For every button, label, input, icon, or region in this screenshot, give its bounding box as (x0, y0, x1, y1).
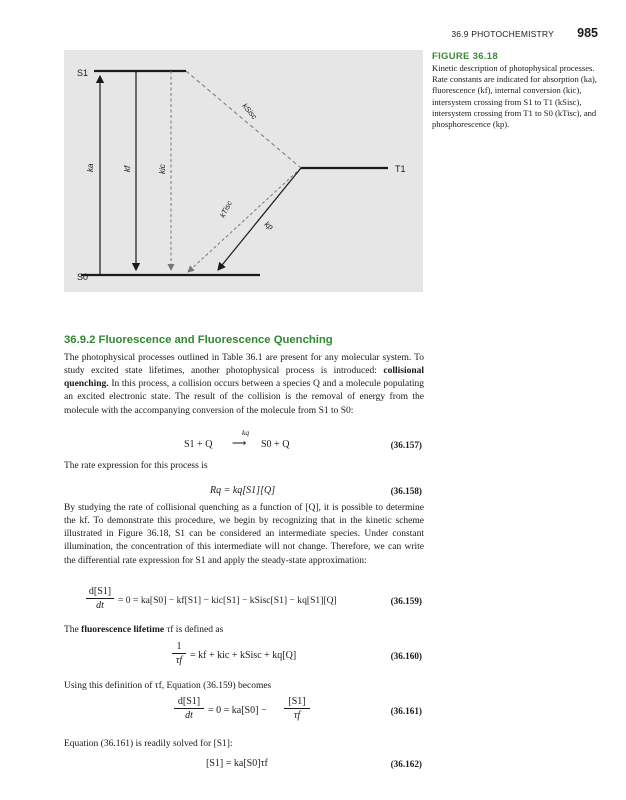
eq161-numerator-2: [S1] (288, 696, 306, 707)
paragraph-4-c: τf is defined as (166, 625, 224, 635)
caption-title: FIGURE 36.18 (432, 51, 498, 62)
label-t1: T1 (395, 164, 406, 174)
eq157-arrow: ⟶ (232, 438, 247, 449)
label-s1: S1 (77, 68, 89, 78)
eq161-fraction-left (174, 696, 204, 721)
eq157-rate: kq (242, 428, 250, 437)
eq159-rhs: = 0 = ka[S0] − kf[S1] − kic[S1] − kSisc[S1] − kq[S1][Q] (118, 595, 337, 606)
jablonski-diagram (64, 50, 423, 292)
label-ka: ka (86, 163, 95, 172)
eq157-number: (36.157) (390, 440, 422, 450)
label-kf: kf (123, 165, 132, 172)
eq161-number: (36.161) (390, 706, 422, 716)
paragraph-2: The rate expression for this process is (64, 461, 208, 471)
paragraph-1-a: The photophysical processes outlined in Table 36.1 are present for any molecular system. To study excited state lifetimes, another photophysical process is introduced: (64, 353, 424, 377)
eq158-number: (36.158) (390, 486, 422, 496)
eq159-fraction-bar (86, 598, 114, 599)
equation-36-157 (64, 428, 424, 462)
eq161-fraction-right (284, 696, 310, 721)
isc-s1-t1-line (186, 71, 301, 168)
eq157-rhs: S0 + Q (261, 439, 290, 450)
page-number: 985 (577, 26, 598, 40)
eq159-numerator: d[S1] (88, 586, 112, 597)
eq161-fraction-bar-right (284, 708, 310, 709)
eq161-denominator-2: τf (293, 710, 301, 721)
eq159-denominator: dt (96, 600, 104, 611)
label-s0: S0 (77, 272, 89, 282)
eq160-number: (36.160) (390, 651, 422, 661)
phosphorescence-arrow (218, 168, 301, 270)
eq157-lhs: S1 + Q (184, 439, 213, 450)
eq160-fraction-bar (172, 653, 186, 654)
eq162-number: (36.162) (390, 759, 422, 769)
section-heading: 36.9.2 Fluorescence and Fluorescence Quenching (64, 334, 333, 346)
paragraph-4-a: The (64, 625, 79, 635)
figure-caption (432, 51, 602, 130)
equation-36-159 (64, 586, 424, 622)
term-collisional-quenching: collisional quenching. (64, 366, 425, 390)
isc-t1-s0-arrow (188, 168, 301, 272)
eq161-fraction-bar-left (174, 708, 204, 709)
label-kisc-s: kSisc (240, 101, 259, 122)
caption-text: Kinetic description of photophysical processes. Rate constants are indicated for absorption (ka), fluorescence (kf), internal conversion (kic), intersystem crossing from S1 to T1 (kSisc), intersystem crossing from T1 to S0 (kTisc), and phosphorescence (kp). (432, 63, 597, 130)
eq160-denominator: τf (175, 655, 183, 666)
paragraph-1 (64, 352, 424, 418)
running-header (440, 26, 598, 42)
label-kic: kic (158, 164, 167, 174)
diagram-svg (64, 50, 423, 292)
label-kp: kp (262, 219, 275, 232)
eq158-expr: Rq = kq[S1][Q] (210, 485, 276, 496)
equation-36-162 (64, 752, 424, 786)
paragraph-6: Equation (36.161) is readily solved for [S1]: (64, 739, 233, 749)
eq160-fraction (172, 641, 186, 666)
paragraph-5: Using this definition of τf, Equation (36.159) becomes (64, 681, 272, 691)
label-kisc-t: kTisc (217, 199, 234, 219)
equation-36-161 (64, 696, 424, 732)
term-fluorescence-lifetime: fluorescence lifetime (81, 625, 165, 635)
eq160-numerator: 1 (176, 641, 182, 652)
eq159-fraction (86, 586, 114, 611)
equation-36-160 (64, 641, 424, 677)
header-section-label: 36.9 PHOTOCHEMISTRY (451, 29, 554, 39)
eq160-rhs: = kf + kic + kSisc + kq[Q] (190, 650, 297, 661)
eq161-middle: = 0 = ka[S0] − (208, 705, 267, 716)
paragraph-4 (64, 624, 424, 637)
eq162-expr: [S1] = ka[S0]τf (206, 758, 268, 769)
eq161-numerator: d[S1] (177, 696, 201, 707)
eq159-number: (36.159) (390, 596, 422, 606)
eq161-denominator: dt (185, 710, 193, 721)
paragraph-1-c: In this process, a collision occurs between a species Q and a molecule populating an excited electronic state. The result of the collision is the removal of energy from the molecule with the accompanying conversion of the molecule from S1 to S0: (64, 379, 424, 416)
paragraph-3: By studying the rate of collisional quenching as a function of [Q], it is possible to determine the kf. To demonstrate this procedure, we begin by recognizing that in the kinetic scheme illustrated in Figure 36.18, S1 can be considered an intermediate species. Under constant illumination, the concentration of this intermediate will not change. Therefore, we can write the differential rate expression for S1 and apply the steady-state approximation: (64, 503, 424, 566)
